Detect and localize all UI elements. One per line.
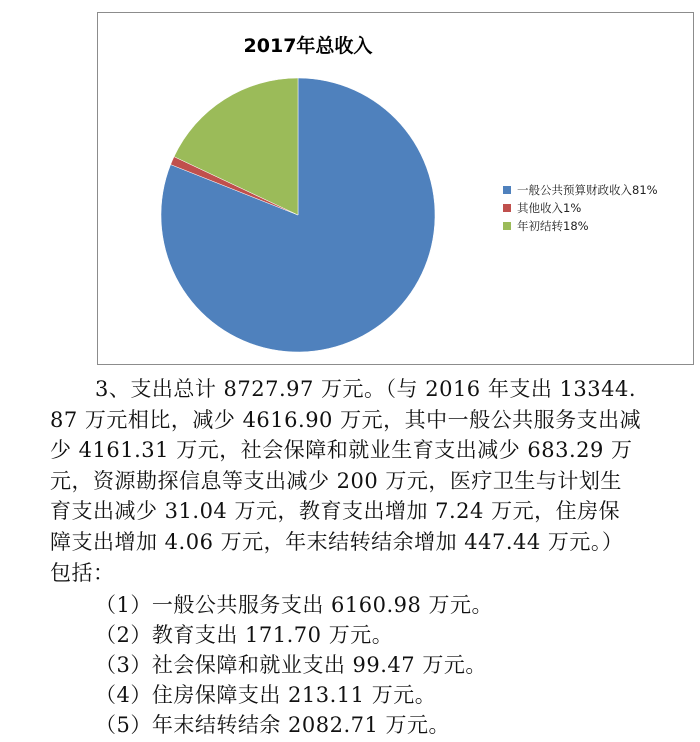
- paragraph-line: 包括：: [50, 560, 115, 585]
- list-item: （3）社会保障和就业支出 99.47 万元。: [95, 653, 487, 677]
- pie-chart: [97, 12, 694, 365]
- paragraph-line: 障支出增加 4.06 万元，年末结转结余增加 447.44 万元。）: [50, 530, 624, 554]
- paragraph-line: 少 4161.31 万元，社会保障和就业生育支出减少 683.29 万: [50, 438, 633, 463]
- paragraph-line: 元，资源勘探信息等支出减少 200 万元，医疗卫生与计划生: [50, 468, 622, 493]
- chart-title: 2017年总收入: [243, 35, 373, 57]
- legend-item: [503, 217, 658, 235]
- legend-item: [503, 199, 658, 217]
- list-item: （4）住房保障支出 213.11 万元。: [95, 683, 437, 707]
- paragraph-line: 育支出减少 31.04 万元，教育支出增加 7.24 万元，住房保: [50, 499, 621, 524]
- list-item: （2）教育支出 171.70 万元。: [95, 623, 394, 647]
- legend-swatch: [503, 204, 511, 212]
- legend-label: 其他收入1%: [517, 201, 582, 215]
- paragraph-line: 3、支出总计 8727.97 万元。（与 2016 年支出 13344.: [95, 377, 636, 401]
- legend-swatch: [503, 186, 511, 194]
- legend-item: [503, 181, 658, 199]
- chart-legend: [503, 181, 658, 235]
- legend-label: 年初结转18%: [517, 219, 589, 233]
- legend-swatch: [503, 222, 511, 230]
- paragraph-line: 87 万元相比，减少 4616.90 万元，其中一般公共服务支出减: [50, 407, 642, 432]
- list-item: （5）年末结转结余 2082.71 万元。: [95, 713, 451, 737]
- list-item: （1）一般公共服务支出 6160.98 万元。: [95, 593, 494, 617]
- legend-label: 一般公共预算财政收入81%: [517, 183, 658, 197]
